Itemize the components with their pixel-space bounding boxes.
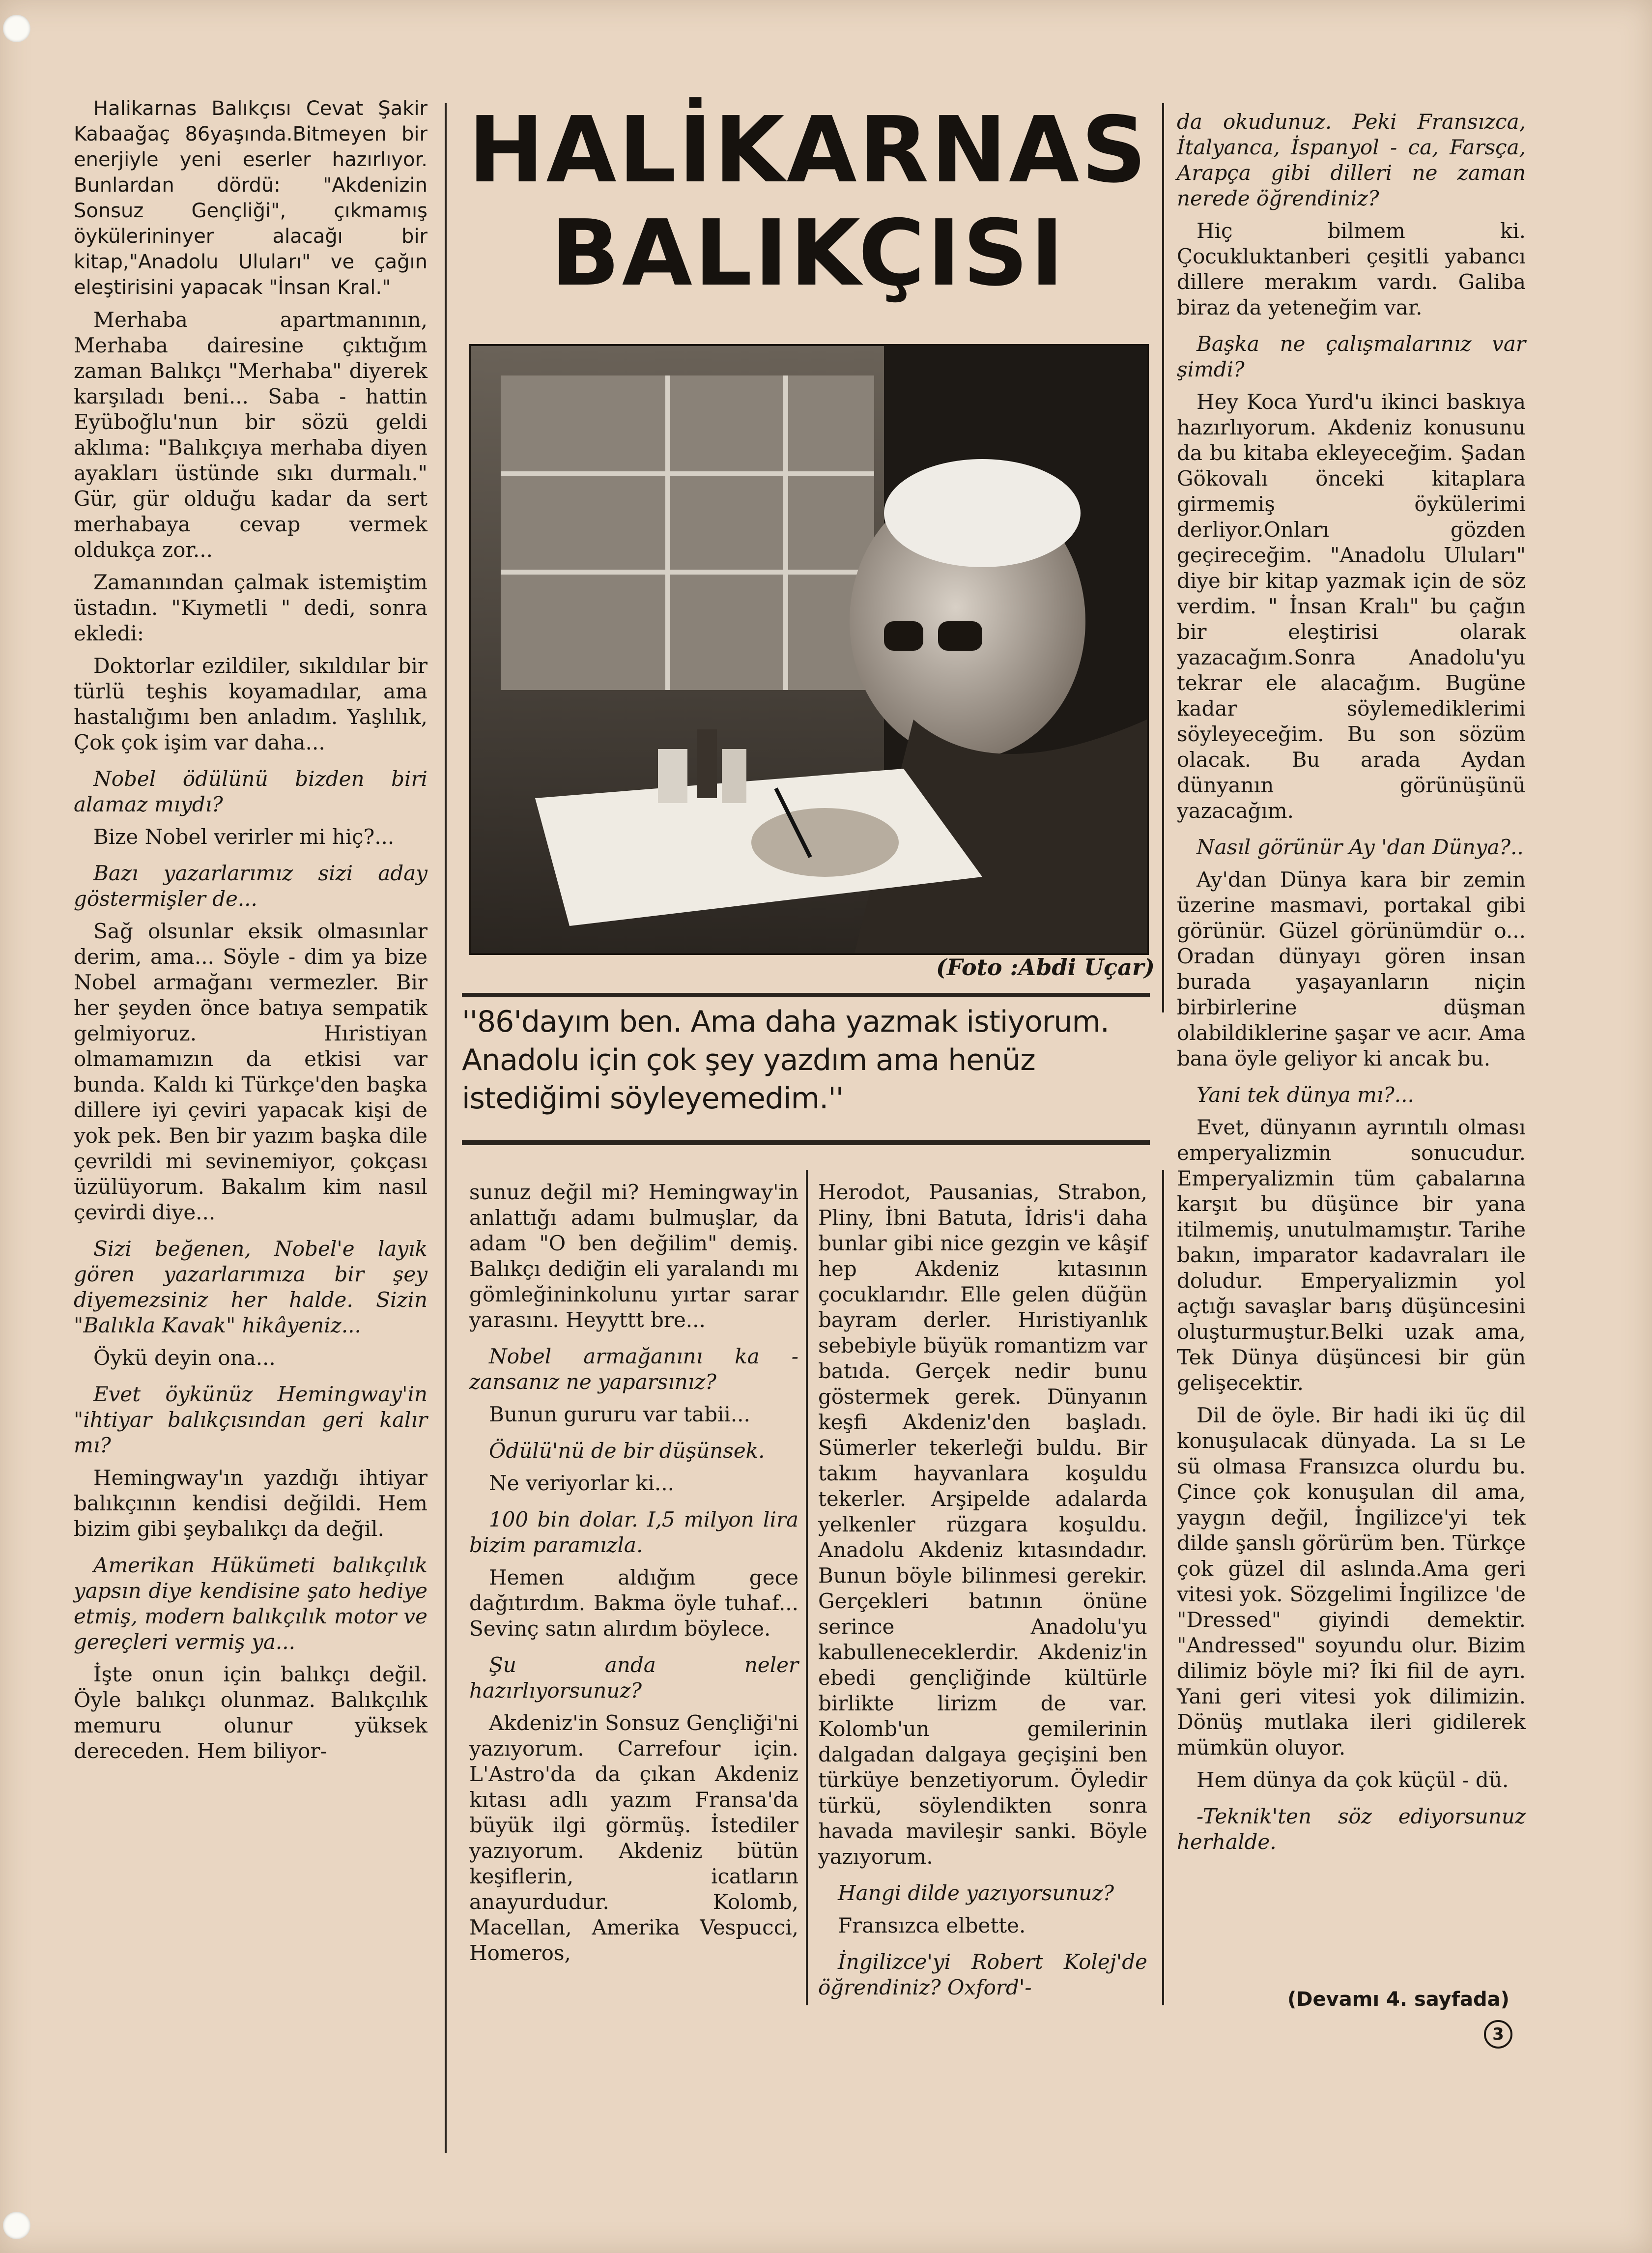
interview-question: Başka ne çalışmalarınız var şimdi?	[1177, 332, 1526, 381]
author-photo	[469, 344, 1149, 955]
article-paragraph: Doktorlar ezildiler, sıkıldılar bir türlü teşhis koyamadılar, ama hastalığımı ben anladım. Yaşlılık, Çok çok işim var daha...	[74, 654, 427, 754]
binding-hole	[3, 15, 30, 42]
article-paragraph: Öykü deyin ona...	[93, 1346, 276, 1370]
interview-question: Hangi dilde yazıyorsunuz?	[838, 1881, 1114, 1905]
article-column-2	[469, 1180, 798, 1973]
interview-question: Nasıl görünür Ay 'dan Dünya?..	[1196, 835, 1524, 859]
column-rule	[806, 1170, 808, 2005]
rule	[462, 1140, 1150, 1145]
interview-question: da okudunuz. Peki Fransızca, İtalyanca, İspanyol - ca, Farsça, Arapça gibi dilleri ne zaman nerede öğrendiniz?	[1177, 110, 1526, 210]
headline-line-2: BALIKÇISI	[550, 200, 1066, 306]
article-paragraph: Dil de öyle. Bir hadi iki üç dil konuşulacak dünyada. La sı Le sü olmasa Fransızca olurdu bu. Çince çok konuşulan dil ama, yaygın değil, İngilizce'yi tek dilde şanslı görürüm ben. Türkçe çok güzel dil aslında.Ama geri vitesi yok. Sözgelimi İngilizce 'de "Dressed" giyindi demektir. "Andressed" soyundu olur. Bizim dilimiz böyle mi? İki fiil de ayrı. Yani geri vitesi yok dilimizin. Dönüş mutlaka ileri gidilerek mümkün oluyor.	[1177, 1403, 1526, 1760]
article-paragraph: Sağ olsunlar eksik olmasınlar derim, ama... Söyle - dim ya bize Nobel armağanı vermezler. Bir her şeyden önce batıya sempatik gelmiyoruz. Hıristiyan olmamamızın da etkisi var bunda. Kaldı ki Türkçe'den başka dillere iyi çeviri yapacak kişi de yok pek. Ben bir yazım başka dile çevrildi mi sevinemiyor, çokçası üzülüyorum. Bakalım kim nasıl çevirdi diye...	[74, 919, 427, 1224]
column-rule	[1162, 1170, 1164, 2005]
article-paragraph: Hem dünya da çok küçül - dü.	[1196, 1768, 1509, 1792]
interview-question: Yani tek dünya mı?...	[1196, 1083, 1414, 1107]
article-paragraph: Fransızca elbette.	[838, 1913, 1026, 1937]
article-paragraph: Bunun gururu var tabii...	[489, 1402, 750, 1426]
article-paragraph: Ne veriyorlar ki...	[489, 1471, 674, 1495]
interview-question: Nobel ödülünü bizden biri alamaz mıydı?	[74, 767, 427, 816]
article-column-1	[74, 96, 427, 1771]
interview-question: Nobel armağanını ka - zansanız ne yaparsınız?	[469, 1344, 798, 1394]
article-paragraph: sunuz değil mi? Hemingway'in anlattığı adamı bulmuşlar, da adam "O ben değilim" demiş. Balıkçı dediğin eli yaralandı mı gömleğininkolunu yırtar sarar yarasını. Heyyttt bre...	[469, 1180, 798, 1332]
interview-question: Şu anda neler hazırlıyorsunuz?	[469, 1653, 798, 1703]
article-paragraph: Hiç bilmem ki. Çocukluktanberi çeşitli yabancı dillere merakım vardı. Galiba biraz da yeteneğim var.	[1177, 219, 1526, 319]
photo-illustration	[471, 346, 1147, 953]
rule	[462, 993, 1150, 997]
interview-question: Bazı yazarlarımız sizi aday göstermişler de...	[74, 861, 427, 911]
column-rule	[445, 103, 447, 2153]
article-paragraph: Evet, dünyanın ayrıntılı olması emperyalizmin sonucudur. Emperyalizmin tüm çabalarına karşıt bu düşünce bir yana itilmemiş, unutulmamıştır. Tarihe bakın, imparator kadavraları ile doludur. Emperyalizmin yol açtığı savaşlar barış düşüncesini oluşturmuştur.Belki uzak ama, Tek Dünya düşüncesi bir gün gelişecektir.	[1177, 1115, 1526, 1395]
article-column-4	[1177, 98, 1526, 1862]
interview-question: Evet öykünüz Hemingway'in "ihtiyar balıkçısından geri kalır mı?	[74, 1382, 427, 1457]
headline	[467, 98, 1150, 305]
article-paragraph: Herodot, Pausanias, Strabon, Pliny, İbni Batuta, İdris'i daha bunlar gibi nice gezgin ve kâşif hep Akdeniz kıtasının çocuklarıdır. Elle gelen düğün bayram derler. Hıristiyanlık sebebiyle büyük romantizm var batıda. Gerçek nedir bunu göstermek gerek. Dünyanın keşfi Akdeniz'den başladı. Sümerler tekerleği buldu. Bir takım hayvanlara koşuldu tekerler. Arşipelde adalarda yelkenler rüzgara koşuldu. Anadolu Akdeniz kıtasındadır. Bunun böyle bilinmesi gerekir. Gerçekleri batının önüne serince Anadolu'yu kabulleneceklerdir. Akdeniz'in ebedi gençliğinde kültürle birlikte lirizm de var. Kolomb'un gemilerinin dalgadan dalgaya geçişini ben türküye benzetiyorum. Öyledir türkü, söylendikten sonra havada mavileşir sanki. Böyle yazıyorum.	[818, 1180, 1147, 1869]
article-paragraph: Hemen aldığım gece dağıtırdım. Bakma öyle tuhaf... Sevinç satın alırdım böylece.	[469, 1565, 798, 1641]
article-paragraph: Halikarnas Balıkçısı Cevat Şakir Kabaağaç 86yaşında.Bitmeyen bir enerjiyle yeni eserler hazırlıyor. Bunlardan dördü: "Akdenizin Sonsuz Gençliği", çıkmamış öykülerininyer alacağı bir kitap,"Anadolu Uluları" ve çağın eleştirisini yapacak "İnsan Kral."	[74, 97, 427, 299]
article-paragraph: Hemingway'ın yazdığı ihtiyar balıkçının kendisi değildi. Hem bizim gibi şeybalıkçı da değil.	[74, 1466, 427, 1541]
interview-question: -Teknik'ten söz ediyorsunuz herhalde.	[1177, 1804, 1526, 1854]
article-paragraph: Akdeniz'in Sonsuz Gençliği'ni yazıyorum. Carrefour için. L'Astro'da da çıkan Akdeniz kıtası adlı yazım Fransa'da büyük ilgi görmüş. İstediler yazıyorum. Akdeniz bütün keşiflerin, icatların anayurdudur. Kolomb, Macellan, Amerika Vespucci, Homeros,	[469, 1711, 798, 1965]
column-rule	[1162, 103, 1164, 1012]
headline-line-1: HALİKARNAS	[468, 97, 1149, 203]
photo-credit: (Foto :Abdi Uçar)	[936, 954, 1155, 981]
article-paragraph: Ay'dan Dünya kara bir zemin üzerine masmavi, portakal gibi görünür. Güzel görünümdür o... Oradan dünyayı gören insan burada yaşayanların niçin birbirlerine düşman olabildiklerine şaşar ve acır. Ama bana öyle geliyor ki ancak bu.	[1177, 867, 1526, 1070]
article-paragraph: Bize Nobel verirler mi hiç?...	[93, 825, 395, 849]
page-number: 3	[1484, 2020, 1512, 2049]
article-column-3	[818, 1180, 1147, 2007]
article-paragraph: Hey Koca Yurd'u ikinci baskıya hazırlıyorum. Akdeniz konusunu da bu kitaba ekleyeceğim. Şadan Gökovalı önceki kitaplara girmemiş öykülerimi derliyor.Onları gözden geçireceğim. "Anadolu Uluları" diye bir kitap yazmak için de söz verdim. " İnsan Kralı" bu çağın bir eleştirisi olarak yazacağım.Sonra Anadolu'yu tekrar ele alacağım. Bugüne kadar söylemediklerimi söyleyeceğim. Bu son sözüm olacak. Bu arada Aydan dünyanın görünüşünü yazacağım.	[1177, 390, 1526, 823]
article-paragraph: İşte onun için balıkçı değil. Öyle balıkçı olunmaz. Balıkçılık memuru olunur yüksek dereceden. Hem biliyor-	[74, 1662, 427, 1763]
binding-hole	[3, 2212, 30, 2239]
continued-note: (Devamı 4. sayfada)	[1287, 1988, 1510, 2011]
interview-question: Amerikan Hükümeti balıkçılık yapsın diye kendisine şato hediye etmiş, modern balıkçılık motor ve gereçleri vermiş ya...	[74, 1553, 427, 1654]
article-paragraph: Zamanından çalmak istemiştim üstadın. "Kıymetli " dedi, sonra ekledi:	[74, 570, 427, 645]
pull-quote: ''86'dayım ben. Ama daha yazmak istiyorum. Anadolu için çok şey yazdım ama henüz istediğimi söyleyemedim.''	[462, 1005, 1109, 1116]
interview-question: Ödülü'nü de bir düşünsek.	[489, 1439, 765, 1463]
interview-question: İngilizce'yi Robert Kolej'de öğrendiniz? Oxford'-	[818, 1950, 1147, 1999]
interview-question: Sizi beğenen, Nobel'e layık gören yazarlarımıza bir şey diyemezsiniz her halde. Sizin "Balıkla Kavak" hikâyeniz...	[74, 1237, 427, 1337]
article-paragraph: Merhaba apartmanının, Merhaba dairesine çıktığım zaman Balıkçı "Merhaba" diyerek karşıladı beni... Saba - hattin Eyüboğlu'nun bir sözü geldi aklıma: "Balıkçıya merhaba diyen ayakları üstünde sıkı durmalı." Gür, gür olduğu kadar da sert merhabaya cevap vermek oldukça zor...	[74, 308, 427, 562]
interview-question: 100 bin dolar. I,5 milyon lira bizim paramızla.	[469, 1507, 798, 1557]
